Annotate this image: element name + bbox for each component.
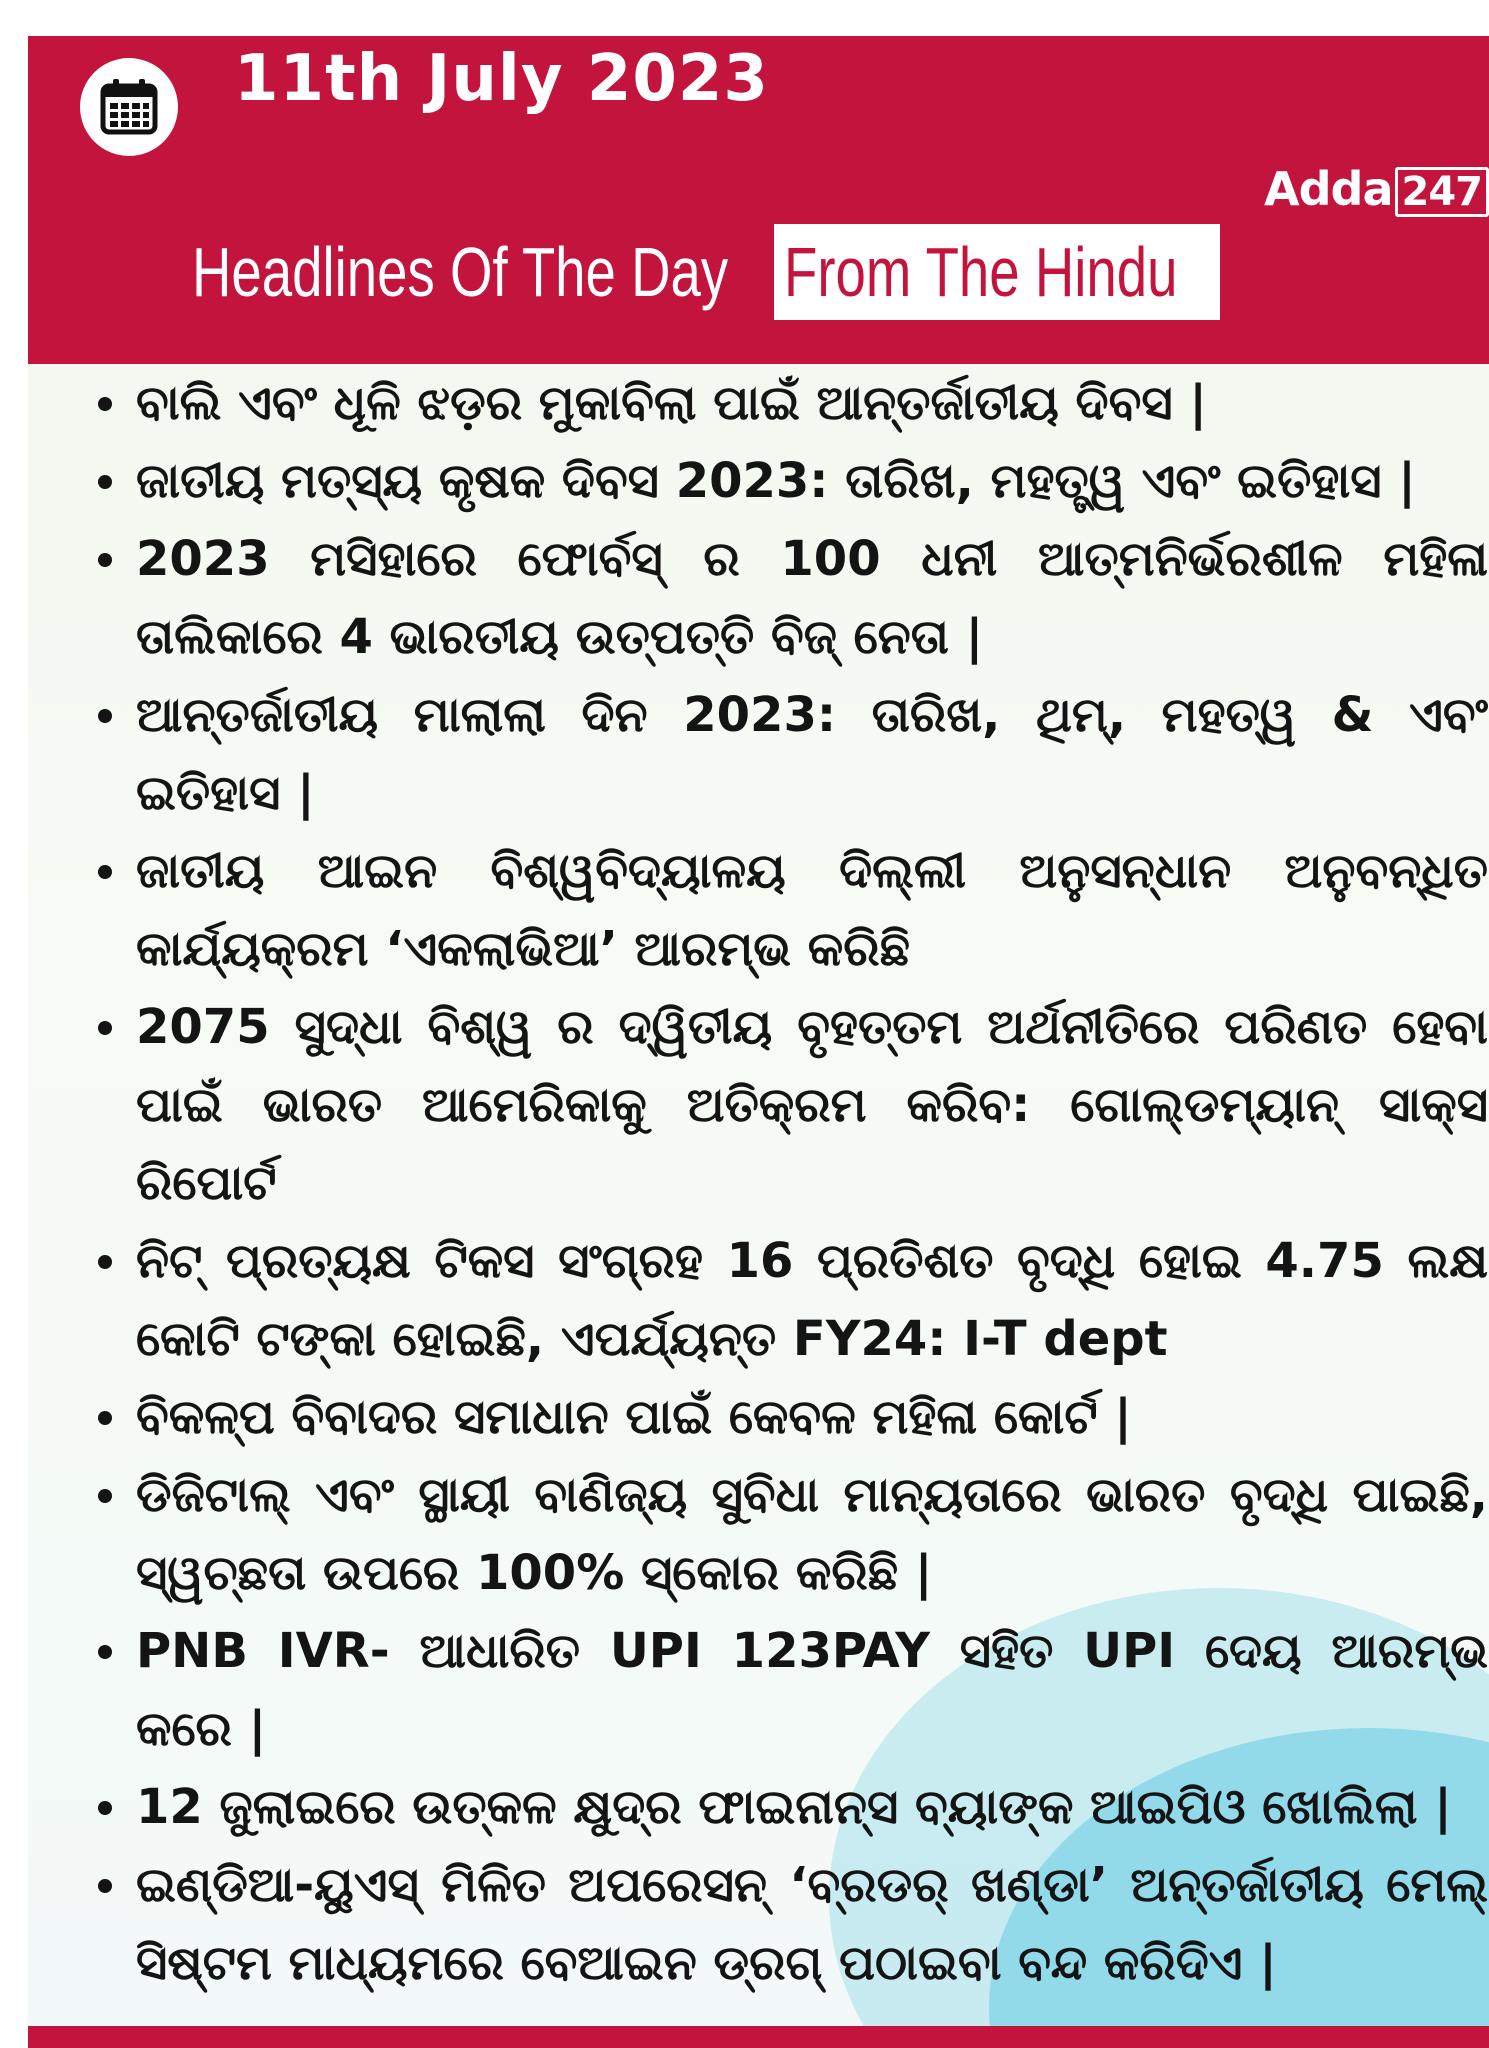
list-item — [68, 676, 1488, 832]
list-item — [68, 1846, 1488, 2002]
headline-text: 2075 ସୁଦ୍ଧା ବିଶ୍ୱ ର ଦ୍ୱିତୀୟ ବୃହତ୍ତମ ଅର୍ଥନୀତିରେ ପରିଣତ ହେବା ପାଇଁ ଭାରତ ଆମେରିକାକୁ ଅତିକ୍ରମ କରିବ: ଗୋଲ୍ଡମ୍ୟାନ୍ ସାକ୍ସ ରିପୋର୍ଟ — [136, 999, 1488, 1211]
brand-logo — [1264, 162, 1489, 217]
list-item — [68, 520, 1488, 676]
list-item — [68, 832, 1488, 988]
headline-text: ଆନ୍ତର୍ଜାତୀୟ ମାଲାଲା ଦିନ 2023: ତାରିଖ, ଥିମ୍, ମହତ୍ୱ & ଏବଂ ଇତିହାସ | — [136, 687, 1488, 821]
brand-number: 247 — [1395, 167, 1489, 217]
headline-text: ଜାତୀୟ ମତ୍ସ୍ୟ କୃଷକ ଦିବସ 2023: ତାରିଖ, ମହତ୍ତ୍ୱ ଏବଂ ଇତିହାସ | — [136, 453, 1416, 509]
list-item — [68, 1456, 1488, 1612]
headline-text: ଜାତୀୟ ଆଇନ ବିଶ୍ୱବିଦ୍ୟାଳୟ ଦିଲ୍ଲୀ ଅନୁସନ୍ଧାନ ଅନୁବନ୍ଧିତ କାର୍ଯ୍ୟକ୍ରମ ‘ଏକଲାଭିଆ’ ଆରମ୍ଭ କରିଛି — [136, 843, 1488, 977]
list-item — [68, 1222, 1488, 1378]
headline-text: 2023 ମସିହାରେ ଫୋର୍ବସ୍ ର 100 ଧନୀ ଆତ୍ମନିର୍ଭରଶୀଳ ମହିଳା ତାଲିକାରେ 4 ଭାରତୀୟ ଉତ୍ପତ୍ତି ବିଜ୍ ନେତା | — [136, 531, 1488, 665]
date-title: 11th July 2023 — [234, 42, 769, 116]
list-item — [68, 1612, 1488, 1768]
headline-text: ବିକଳ୍ପ ବିବାଦର ସମାଧାନ ପାଇଁ କେବଳ ମହିଳା କୋର୍ଟ | — [136, 1389, 1132, 1445]
list-item — [68, 442, 1488, 520]
footer-bar — [28, 2026, 1489, 2048]
source-label: From The Hindu — [784, 233, 1178, 311]
headline-text: ଇଣ୍ଡିଆ-ୟୁଏସ୍ ମିଳିତ ଅପରେସନ୍ ‘ବ୍ରଡର୍ ଖଣ୍ଡା’ ଅନ୍ତର୍ଜାତୀୟ ମେଲ୍ ସିଷ୍ଟମ ମାଧ୍ୟମରେ ବେଆଇନ ଡ୍ରଗ୍ ପଠାଇବା ବନ୍ଦ କରିଦିଏ | — [136, 1857, 1488, 1991]
calendar-badge — [80, 58, 178, 156]
headline-list — [68, 364, 1488, 2002]
brand-name: Adda — [1264, 162, 1393, 216]
headline-text: ବାଲି ଏବଂ ଧୂଳି ଝଡ଼ର ମୁକାବିଲା ପାଇଁ ଆନ୍ତର୍ଜାତୀୟ ଦିବସ | — [136, 375, 1207, 431]
header-banner — [28, 36, 1489, 364]
headline-text: ନିଟ୍ ପ୍ରତ୍ୟକ୍ଷ ଟିକସ ସଂଗ୍ରହ 16 ପ୍ରତିଶତ ବୃଦ୍ଧି ହୋଇ 4.75 ଲକ୍ଷ କୋଟି ଟଙ୍କା ହୋଇଛି, ଏପର୍ଯ୍ୟନ୍ତ FY24: I-T dept — [136, 1233, 1488, 1367]
headline-row — [192, 224, 1220, 320]
list-item — [68, 1378, 1488, 1456]
list-item — [68, 364, 1488, 442]
headlines-card — [28, 36, 1489, 2048]
headline-text: PNB IVR- ଆଧାରିତ UPI 123PAY ସହିତ UPI ଦେୟ ଆରମ୍ଭ କରେ | — [136, 1623, 1488, 1757]
calendar-icon — [98, 76, 160, 138]
list-item — [68, 1768, 1488, 1846]
headline-text: ଡିଜିଟାଲ୍ ଏବଂ ସ୍ଥାୟୀ ବାଣିଜ୍ୟ ସୁବିଧା ମାନ୍ୟତାରେ ଭାରତ ବୃଦ୍ଧି ପାଇଛି, ସ୍ୱଚ୍ଛତା ଉପରେ 100% ସ୍କୋର କରିଛି | — [136, 1467, 1488, 1601]
list-item — [68, 988, 1488, 1222]
headline-text: 12 ଜୁଲାଇରେ ଉତ୍କଳ କ୍ଷୁଦ୍ର ଫାଇନାନ୍ସ ବ୍ୟାଙ୍କ ଆଇପିଓ ଖୋଲିଲା | — [136, 1779, 1452, 1835]
page-title: Headlines Of The Day — [192, 233, 729, 311]
source-badge — [774, 224, 1220, 320]
